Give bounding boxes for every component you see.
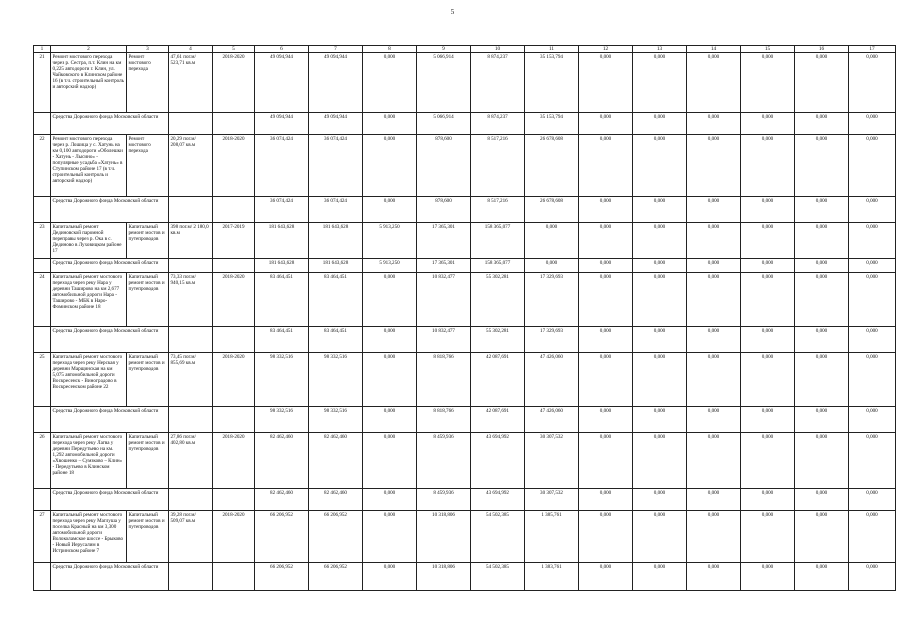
empty-cell: [169, 197, 213, 223]
object-row: [34, 433, 896, 489]
amount-cell: 0,000: [849, 197, 896, 223]
amount-cell: 43 694,992: [471, 489, 525, 511]
amount-cell: 0,000: [795, 135, 849, 197]
amount-cell: 10 832,477: [417, 273, 471, 327]
amount-cell: 49 094,944: [255, 53, 309, 113]
amount-cell: 158 365,077: [471, 259, 525, 273]
amount-cell: 8 517,216: [471, 197, 525, 223]
amount-cell: 0,000: [633, 53, 687, 113]
amount-cell: 181 643,628: [255, 223, 309, 259]
amount-cell: 0,000: [741, 433, 795, 489]
column-number: 11: [525, 46, 579, 53]
empty-cell: [169, 113, 213, 135]
column-number: 1: [34, 46, 51, 53]
column-number: 8: [363, 46, 417, 53]
amount-cell: 0,000: [363, 327, 417, 353]
amount-cell: 0,000: [849, 489, 896, 511]
amount-cell: 0,000: [579, 407, 633, 433]
amount-cell: 0,000: [633, 407, 687, 433]
source-row: [34, 197, 896, 223]
row-index: 24: [34, 273, 51, 327]
amount-cell: 0,000: [363, 489, 417, 511]
column-number: 16: [795, 46, 849, 53]
amount-cell: 0,000: [741, 273, 795, 327]
funding-source: Средства Дорожного фонда Московской области: [51, 489, 169, 511]
source-row: [34, 489, 896, 511]
amount-cell: 878,600: [417, 197, 471, 223]
empty-cell: [34, 489, 51, 511]
object-name: Капитальный ремонт мостового перехода через реку Лагва у деревни Передутьево на км. 1,292 автомобильной дороги «Хвошенко – Сумзково – Клин» - Передутьево в Клинском районе 18: [51, 433, 127, 489]
work-type: Капитальный ремонт мостов и путепроводов: [127, 353, 169, 407]
object-name: Капитальный ремонт мостового перехода через реку Нара у деревни Таширово на км 2,677 автомобильной дороги Нара - Таширово - МБК в Наро-Фоминском районе 18: [51, 273, 127, 327]
amount-cell: 0,000: [795, 327, 849, 353]
amount-cell: 0,000: [849, 113, 896, 135]
funding-source: Средства Дорожного фонда Московской области: [51, 327, 169, 353]
amount-cell: 0,000: [741, 113, 795, 135]
amount-cell: 0,000: [795, 259, 849, 273]
amount-cell: 17 365,301: [417, 223, 471, 259]
amount-cell: 0,000: [633, 135, 687, 197]
column-number: 13: [633, 46, 687, 53]
empty-cell: [169, 563, 213, 591]
amount-cell: 8 459,936: [417, 489, 471, 511]
amount-cell: 0,000: [525, 259, 579, 273]
amount-cell: 55 302,281: [471, 327, 525, 353]
object-row: [34, 273, 896, 327]
amount-cell: 0,000: [741, 327, 795, 353]
amount-cell: 8 517,216: [471, 135, 525, 197]
object-name: Капитальный ремонт мостового перехода через реку Маглуша у поселка Красный на км 3,300 автомобильной дороги Волоколамское шоссе - Брыково - Новый Иерусалим в Истринском районе 7: [51, 511, 127, 563]
work-type: Ремонт мостового перехода: [127, 53, 169, 113]
amount-cell: 0,000: [633, 353, 687, 407]
amount-cell: 0,000: [795, 353, 849, 407]
amount-cell: 0,000: [849, 273, 896, 327]
amount-cell: 878,600: [417, 135, 471, 197]
empty-cell: [34, 113, 51, 135]
amount-cell: 0,000: [795, 511, 849, 563]
amount-cell: 10 318,806: [417, 511, 471, 563]
column-number: 17: [849, 46, 896, 53]
amount-cell: 0,000: [849, 407, 896, 433]
amount-cell: 8 818,766: [417, 407, 471, 433]
amount-cell: 0,000: [363, 511, 417, 563]
column-number: 7: [309, 46, 363, 53]
amount-cell: 0,000: [741, 197, 795, 223]
amount-cell: 98 332,516: [309, 353, 363, 407]
amount-cell: 0,000: [849, 135, 896, 197]
amount-cell: 42 087,691: [471, 353, 525, 407]
amount-cell: 0,000: [579, 113, 633, 135]
column-number: 3: [127, 46, 169, 53]
amount-cell: 0,000: [363, 53, 417, 113]
amount-cell: 0,000: [741, 407, 795, 433]
amount-cell: 0,000: [363, 197, 417, 223]
amount-cell: 0,000: [579, 223, 633, 259]
amount-cell: 181 643,628: [309, 259, 363, 273]
amount-cell: 98 332,516: [309, 407, 363, 433]
amount-cell: 0,000: [795, 197, 849, 223]
object-capacity: 73,45 пог.м/ 855,69 кв.м: [169, 353, 213, 407]
empty-cell: [169, 489, 213, 511]
object-capacity: 39,28 пог.м/ 509,07 кв.м: [169, 511, 213, 563]
amount-cell: 181 643,628: [309, 223, 363, 259]
empty-cell: [34, 259, 51, 273]
amount-cell: 36 074,424: [255, 197, 309, 223]
amount-cell: 5 066,914: [417, 53, 471, 113]
empty-cell: [34, 407, 51, 433]
amount-cell: 0,000: [633, 489, 687, 511]
funding-source: Средства Дорожного фонда Московской области: [51, 563, 169, 591]
amount-cell: 98 332,516: [255, 353, 309, 407]
amount-cell: 0,000: [363, 353, 417, 407]
amount-cell: 0,000: [795, 113, 849, 135]
amount-cell: 0,000: [633, 433, 687, 489]
amount-cell: 0,000: [795, 223, 849, 259]
object-capacity: 398 пог.м/ 2 180,0 кв.м: [169, 223, 213, 259]
object-capacity: 20,29 пог.м/ 208,07 кв.м: [169, 135, 213, 197]
amount-cell: 30 307,532: [525, 489, 579, 511]
column-number: 5: [213, 46, 255, 53]
amount-cell: 0,000: [795, 563, 849, 591]
amount-cell: 8 459,936: [417, 433, 471, 489]
amount-cell: 0,000: [363, 407, 417, 433]
empty-cell: [34, 563, 51, 591]
amount-cell: 1 383,761: [525, 563, 579, 591]
object-row: [34, 511, 896, 563]
amount-cell: 82 462,460: [309, 489, 363, 511]
object-row: [34, 353, 896, 407]
row-index: 21: [34, 53, 51, 113]
row-index: 27: [34, 511, 51, 563]
amount-cell: 26 678,608: [525, 135, 579, 197]
amount-cell: 0,000: [687, 197, 741, 223]
empty-cell: [169, 259, 213, 273]
amount-cell: 0,000: [525, 223, 579, 259]
amount-cell: 66 206,952: [309, 511, 363, 563]
row-index: 22: [34, 135, 51, 197]
amount-cell: 49 094,944: [309, 53, 363, 113]
amount-cell: 8 874,237: [471, 113, 525, 135]
amount-cell: 0,000: [363, 433, 417, 489]
amount-cell: 35 153,794: [525, 53, 579, 113]
object-name: Капитальный ремонт Дединовской паромной переправы через р. Ока в с. Дединово в Луховицком районе 17: [51, 223, 127, 259]
amount-cell: 0,000: [741, 135, 795, 197]
object-name: Ремонт мостового перехода через р. Лошица у с. Хатунь на км 0,100 автодороги «Оболешки - Хатунь - Лысино» - популярные усадьба «Хатунь» в Ступинском районе 17 (в т.ч. строительный контроль и авторский надзор): [51, 135, 127, 197]
funding-source: Средства Дорожного фонда Московской области: [51, 197, 169, 223]
column-number: 6: [255, 46, 309, 53]
column-number: 2: [51, 46, 127, 53]
amount-cell: 1 385,761: [525, 511, 579, 563]
amount-cell: 0,000: [687, 433, 741, 489]
row-index: 25: [34, 353, 51, 407]
amount-cell: 54 502,385: [471, 511, 525, 563]
work-period: 2018-2020: [213, 273, 255, 327]
column-number: 9: [417, 46, 471, 53]
amount-cell: 0,000: [849, 259, 896, 273]
amount-cell: 55 302,281: [471, 273, 525, 327]
empty-cell: [213, 407, 255, 433]
amount-cell: 0,000: [633, 563, 687, 591]
amount-cell: 0,000: [633, 511, 687, 563]
amount-cell: 30 307,532: [525, 433, 579, 489]
amount-cell: 54 502,385: [471, 563, 525, 591]
amount-cell: 10 318,806: [417, 563, 471, 591]
amount-cell: 0,000: [849, 223, 896, 259]
amount-cell: 42 087,691: [471, 407, 525, 433]
empty-cell: [213, 327, 255, 353]
amount-cell: 0,000: [579, 353, 633, 407]
amount-cell: 0,000: [849, 433, 896, 489]
amount-cell: 0,000: [687, 223, 741, 259]
amount-cell: 0,000: [633, 259, 687, 273]
amount-cell: 10 832,477: [417, 327, 471, 353]
work-period: 2018-2020: [213, 135, 255, 197]
amount-cell: 0,000: [741, 223, 795, 259]
amount-cell: 17 329,693: [525, 327, 579, 353]
amount-cell: 83 464,451: [255, 273, 309, 327]
amount-cell: 0,000: [687, 135, 741, 197]
amount-cell: 83 464,451: [255, 327, 309, 353]
amount-cell: 0,000: [849, 563, 896, 591]
amount-cell: 0,000: [741, 563, 795, 591]
amount-cell: 82 462,460: [309, 433, 363, 489]
column-number-row: [34, 46, 896, 53]
amount-cell: 82 462,460: [255, 433, 309, 489]
amount-cell: 0,000: [741, 259, 795, 273]
amount-cell: 0,000: [363, 113, 417, 135]
program-table: [33, 45, 896, 591]
column-number: 12: [579, 46, 633, 53]
amount-cell: 0,000: [633, 273, 687, 327]
amount-cell: 0,000: [687, 407, 741, 433]
amount-cell: 66 206,952: [309, 563, 363, 591]
amount-cell: 8 818,766: [417, 353, 471, 407]
amount-cell: 0,000: [849, 53, 896, 113]
object-capacity: 73,33 пог.м/ 940,15 кв.м: [169, 273, 213, 327]
amount-cell: 0,000: [795, 489, 849, 511]
source-row: [34, 407, 896, 433]
amount-cell: 49 094,944: [309, 113, 363, 135]
work-period: 2018-2020: [213, 511, 255, 563]
amount-cell: 98 332,516: [255, 407, 309, 433]
empty-cell: [34, 197, 51, 223]
amount-cell: 36 074,424: [309, 135, 363, 197]
amount-cell: 0,000: [687, 511, 741, 563]
amount-cell: 0,000: [741, 511, 795, 563]
amount-cell: 0,000: [579, 259, 633, 273]
work-type: Ремонт мостового перехода: [127, 135, 169, 197]
funding-source: Средства Дорожного фонда Московской области: [51, 407, 169, 433]
amount-cell: 66 206,952: [255, 511, 309, 563]
amount-cell: 0,000: [363, 273, 417, 327]
amount-cell: 43 694,992: [471, 433, 525, 489]
amount-cell: 36 074,424: [255, 135, 309, 197]
amount-cell: 0,000: [633, 223, 687, 259]
column-number: 4: [169, 46, 213, 53]
amount-cell: 0,000: [579, 327, 633, 353]
empty-cell: [169, 407, 213, 433]
work-type: Капитальный ремонт мостов и путепроводов: [127, 433, 169, 489]
empty-cell: [213, 489, 255, 511]
amount-cell: 0,000: [687, 489, 741, 511]
work-period: 2018-2020: [213, 433, 255, 489]
work-type: Капитальный ремонт мостов и путепроводов: [127, 511, 169, 563]
amount-cell: 0,000: [579, 53, 633, 113]
amount-cell: 0,000: [687, 113, 741, 135]
object-name: Ремонт мостового перехода через р. Сестра, п.т. Клин на км 0,225 автодороги г. Клин, ул. Чайковского в Клинском районе 16 (в т.ч. строительный контроль и авторский надзор): [51, 53, 127, 113]
amount-cell: 82 462,460: [255, 489, 309, 511]
empty-cell: [213, 113, 255, 135]
object-row: [34, 135, 896, 197]
amount-cell: 47 426,060: [525, 407, 579, 433]
empty-cell: [213, 259, 255, 273]
amount-cell: 0,000: [687, 563, 741, 591]
amount-cell: 181 643,628: [255, 259, 309, 273]
amount-cell: 0,000: [849, 353, 896, 407]
source-row: [34, 563, 896, 591]
page-number: 5: [450, 8, 455, 16]
amount-cell: 0,000: [363, 563, 417, 591]
amount-cell: 66 206,952: [255, 563, 309, 591]
work-period: 2018-2020: [213, 353, 255, 407]
amount-cell: 0,000: [579, 433, 633, 489]
amount-cell: 17 365,301: [417, 259, 471, 273]
source-row: [34, 259, 896, 273]
amount-cell: 5 066,914: [417, 113, 471, 135]
amount-cell: 0,000: [633, 197, 687, 223]
object-row: [34, 53, 896, 113]
amount-cell: 0,000: [741, 53, 795, 113]
amount-cell: 0,000: [579, 273, 633, 327]
amount-cell: 47 426,060: [525, 353, 579, 407]
row-index: 26: [34, 433, 51, 489]
amount-cell: 0,000: [687, 353, 741, 407]
funding-source: Средства Дорожного фонда Московской области: [51, 259, 169, 273]
amount-cell: 0,000: [795, 273, 849, 327]
object-name: Капитальный ремонт мостового перехода через реку Нерская у деревни Марщинская на км 5,075 автомобильной дороги Воскресенск - Виноградово в Воскресенском районе 22: [51, 353, 127, 407]
amount-cell: 0,000: [579, 135, 633, 197]
empty-cell: [213, 197, 255, 223]
amount-cell: 0,000: [687, 53, 741, 113]
funding-source: Средства Дорожного фонда Московской области: [51, 113, 169, 135]
amount-cell: 26 678,608: [525, 197, 579, 223]
amount-cell: 83 464,451: [309, 273, 363, 327]
amount-cell: 83 464,451: [309, 327, 363, 353]
work-period: 2018-2020: [213, 53, 255, 113]
empty-cell: [34, 327, 51, 353]
amount-cell: 0,000: [363, 135, 417, 197]
amount-cell: 5 913,250: [363, 259, 417, 273]
work-period: 2017-2019: [213, 223, 255, 259]
amount-cell: 49 094,944: [255, 113, 309, 135]
amount-cell: 158 365,077: [471, 223, 525, 259]
amount-cell: 0,000: [633, 327, 687, 353]
amount-cell: 0,000: [849, 511, 896, 563]
source-row: [34, 327, 896, 353]
empty-cell: [169, 327, 213, 353]
object-row: [34, 223, 896, 259]
amount-cell: 36 074,424: [309, 197, 363, 223]
work-type: Капитальный ремонт мостов и путепроводов: [127, 223, 169, 259]
column-number: 10: [471, 46, 525, 53]
object-capacity: 27,86 пог.м/ 402,80 кв.м: [169, 433, 213, 489]
amount-cell: 0,000: [687, 273, 741, 327]
source-row: [34, 113, 896, 135]
amount-cell: 0,000: [579, 563, 633, 591]
object-capacity: 47,61 пог.м/ 523,71 кв.м: [169, 53, 213, 113]
amount-cell: 0,000: [849, 327, 896, 353]
amount-cell: 35 153,794: [525, 113, 579, 135]
column-number: 14: [687, 46, 741, 53]
amount-cell: 0,000: [633, 113, 687, 135]
empty-cell: [213, 563, 255, 591]
amount-cell: 0,000: [741, 353, 795, 407]
amount-cell: 0,000: [579, 197, 633, 223]
amount-cell: 0,000: [795, 433, 849, 489]
amount-cell: 8 874,237: [471, 53, 525, 113]
column-number: 15: [741, 46, 795, 53]
amount-cell: 0,000: [579, 511, 633, 563]
work-type: Капитальный ремонт мостов и путепроводов: [127, 273, 169, 327]
amount-cell: 0,000: [579, 489, 633, 511]
amount-cell: 0,000: [741, 489, 795, 511]
row-index: 23: [34, 223, 51, 259]
amount-cell: 0,000: [795, 53, 849, 113]
amount-cell: 5 913,250: [363, 223, 417, 259]
amount-cell: 0,000: [687, 327, 741, 353]
amount-cell: 17 329,693: [525, 273, 579, 327]
amount-cell: 0,000: [687, 259, 741, 273]
amount-cell: 0,000: [795, 407, 849, 433]
